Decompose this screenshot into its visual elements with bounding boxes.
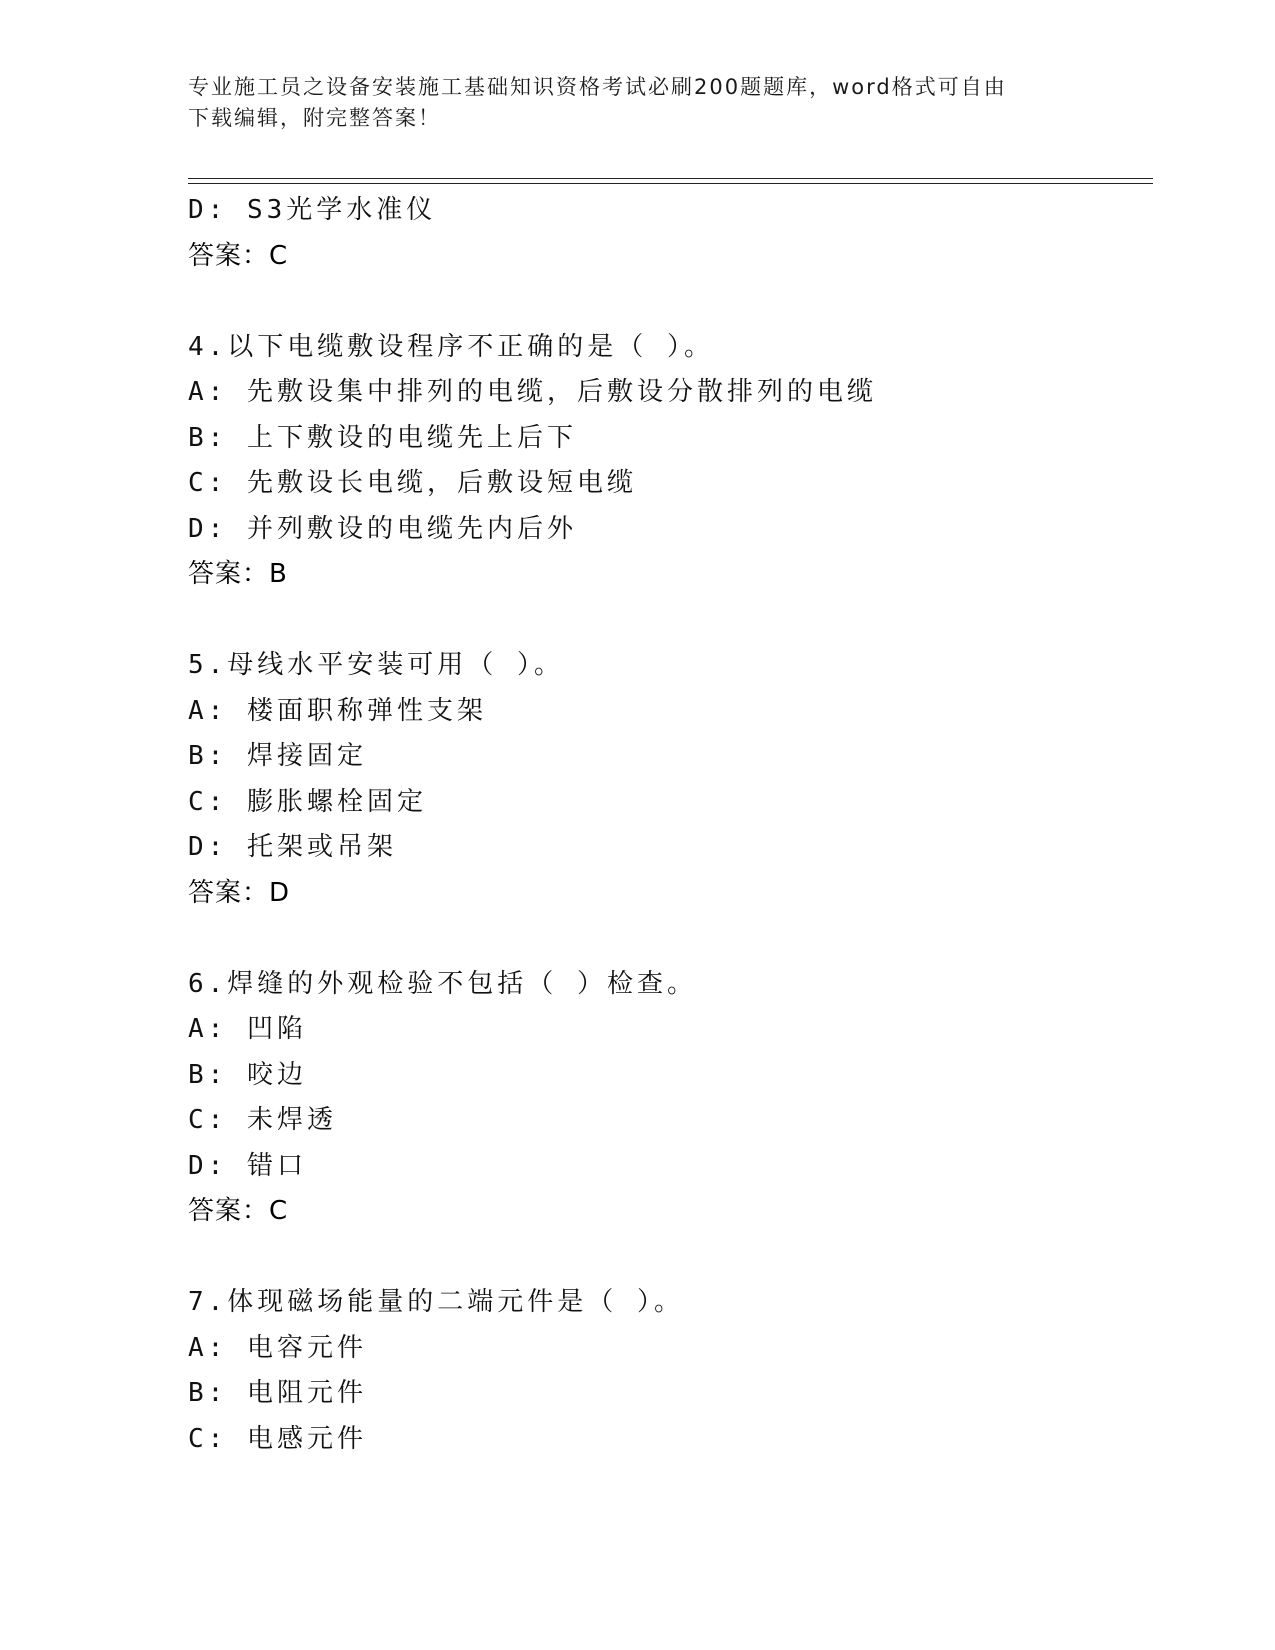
- option-b: B: 焊接固定: [188, 741, 367, 771]
- question-6: [188, 962, 1148, 1235]
- question-stem: 5.母线水平安装可用（ ）。: [188, 650, 564, 680]
- question-stem: 6.焊缝的外观检验不包括（ ）检查。: [188, 968, 697, 999]
- answer: 答案：D: [188, 877, 291, 908]
- option-d: D: 并列敷设的电缆先内后外: [188, 513, 577, 544]
- header-rule-top: [188, 178, 1153, 179]
- option-a: A: 凹陷: [188, 1014, 307, 1044]
- option-c: C: 膨胀螺栓固定: [188, 786, 427, 817]
- option-b: B: 上下敷设的电缆先上后下: [188, 422, 577, 453]
- option-c: C: 电感元件: [188, 1423, 367, 1454]
- question-3-tail: [188, 188, 1148, 279]
- question-4: [188, 325, 1148, 598]
- option-d: D: 错口: [188, 1150, 307, 1181]
- header-line-1: 专业施工员之设备安装施工基础知识资格考试必刷200题题库，word格式可自由: [188, 75, 1007, 99]
- option-d: D: 托架或吊架: [188, 832, 397, 862]
- header-rule-bottom: [188, 183, 1153, 184]
- option-a: A: 电容元件: [188, 1332, 367, 1363]
- spacer: [188, 279, 1148, 325]
- document-header: [188, 72, 1088, 134]
- option-b: B: 咬边: [188, 1059, 307, 1090]
- spacer: [188, 916, 1148, 962]
- header-line-2: 下载编辑，附完整答案！: [188, 106, 441, 130]
- question-list: [188, 188, 1148, 1462]
- question-5: [188, 643, 1148, 916]
- option-a: A: 楼面职称弹性支架: [188, 695, 487, 726]
- answer: 答案：C: [188, 1196, 289, 1226]
- answer: 答案：B: [188, 559, 288, 589]
- option-d: D: S3光学水准仪: [188, 195, 437, 225]
- answer: 答案：C: [188, 240, 289, 271]
- option-a: A: 先敷设集中排列的电缆，后敷设分散排列的电缆: [188, 377, 877, 407]
- question-7: [188, 1280, 1148, 1462]
- option-c: C: 未焊透: [188, 1105, 337, 1135]
- option-b: B: 电阻元件: [188, 1378, 367, 1408]
- question-stem: 7.体现磁场能量的二端元件是（ ）。: [188, 1287, 684, 1317]
- spacer: [188, 598, 1148, 644]
- spacer: [188, 1235, 1148, 1281]
- option-c: C: 先敷设长电缆，后敷设短电缆: [188, 468, 637, 498]
- question-stem: 4.以下电缆敷设程序不正确的是（ ）。: [188, 331, 714, 362]
